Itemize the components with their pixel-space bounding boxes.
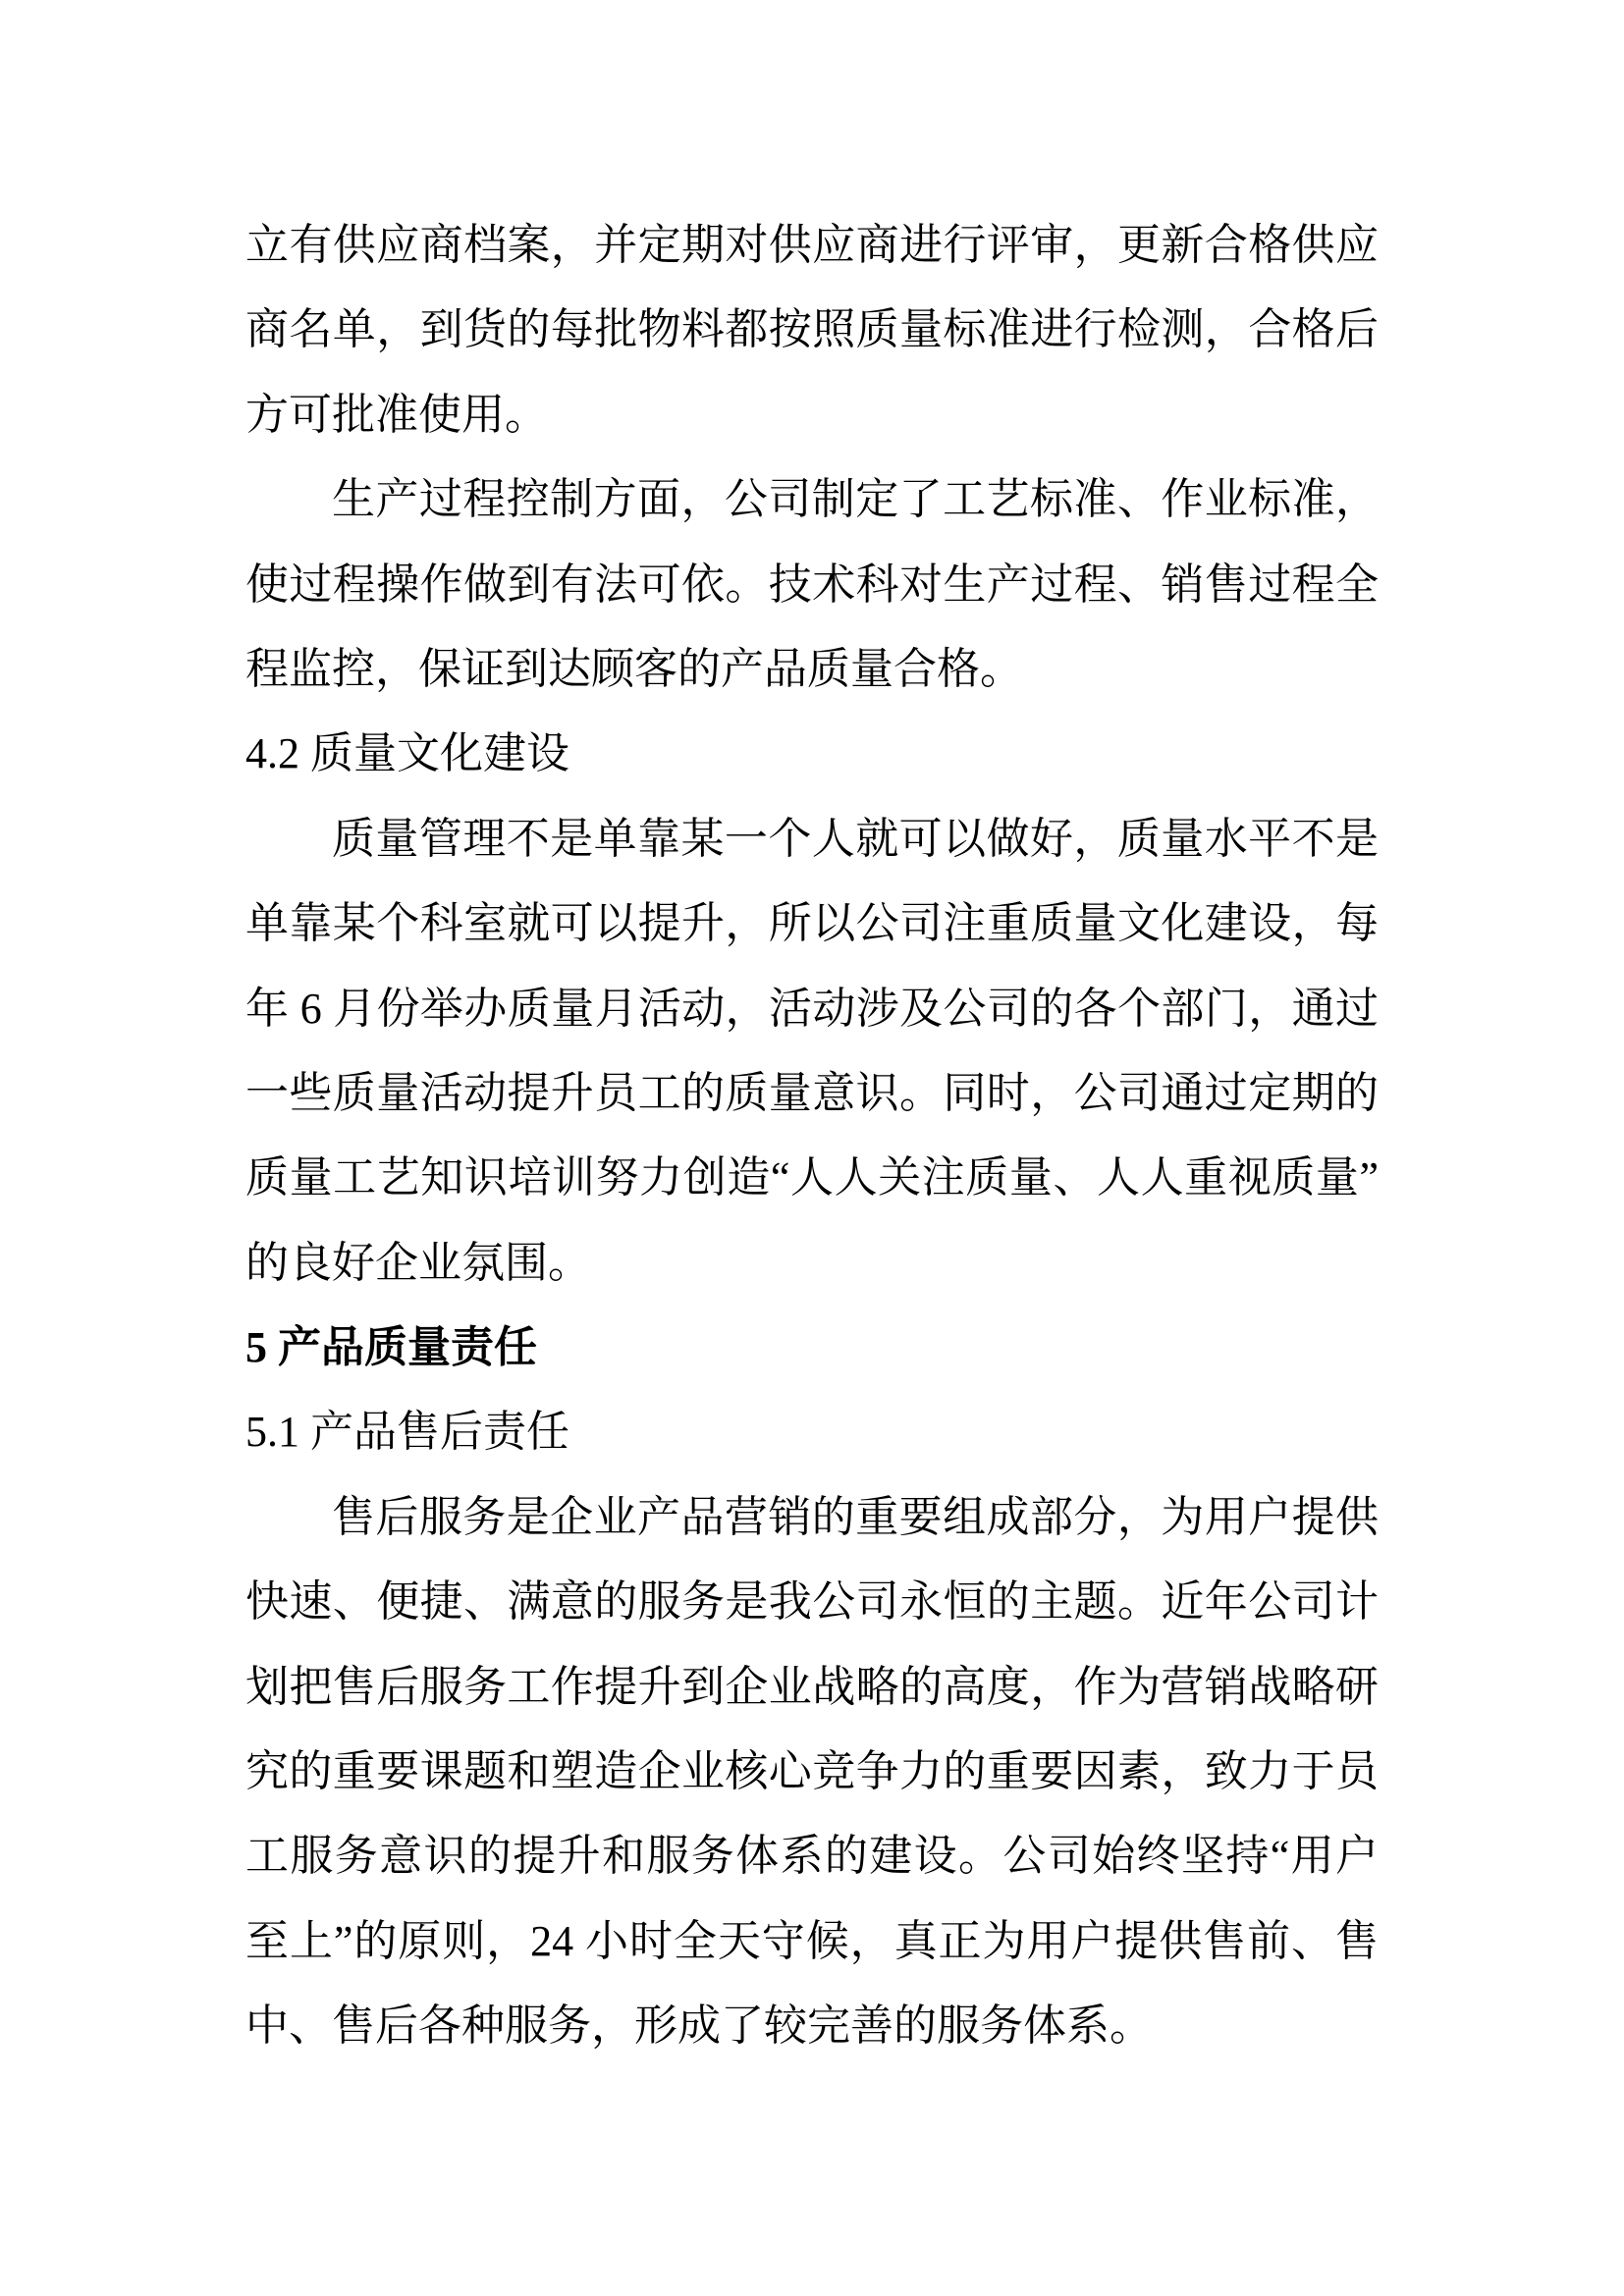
text-line: 商名单，到货的每批物料都按照质量标准进行检测，合格后 bbox=[245, 305, 1379, 354]
text-line: 质量管理不是单靠某一个人就可以做好，质量水平不是 bbox=[332, 814, 1379, 863]
document-text-block bbox=[245, 203, 1379, 2069]
chapter-heading-5: 5 产品质量责任 bbox=[245, 1323, 537, 1372]
text-line: 中、售后各种服务，形成了较完善的服务体系。 bbox=[245, 2002, 1153, 2051]
text-line: 质量工艺知识培训努力创造“人人关注质量、人人重视质量” bbox=[245, 1153, 1379, 1202]
section-heading-4-2: 4.2 质量文化建设 bbox=[245, 729, 569, 778]
section-heading-5-1: 5.1 产品售后责任 bbox=[245, 1408, 569, 1457]
text-line: 立有供应商档案，并定期对供应商进行评审，更新合格供应 bbox=[245, 221, 1379, 269]
text-line: 售后服务是企业产品营销的重要组成部分，为用户提供 bbox=[332, 1492, 1379, 1541]
text-line: 使过程操作做到有法可依。技术科对生产过程、销售过程全 bbox=[245, 560, 1379, 609]
text-line: 工服务意识的提升和服务体系的建设。公司始终坚持“用户 bbox=[245, 1832, 1379, 1881]
text-line: 年 6 月份举办质量月活动，活动涉及公司的各个部门，通过 bbox=[245, 984, 1379, 1033]
text-line: 究的重要课题和塑造企业核心竞争力的重要因素，致力于员 bbox=[245, 1747, 1379, 1796]
text-line: 单靠某个科室就可以提升，所以公司注重质量文化建设，每 bbox=[245, 899, 1379, 948]
text-line: 的良好企业氛围。 bbox=[245, 1238, 591, 1287]
text-line: 快速、便捷、满意的服务是我公司永恒的主题。近年公司计 bbox=[245, 1577, 1379, 1627]
text-line: 程监控，保证到达顾客的产品质量合格。 bbox=[245, 644, 1023, 693]
text-line: 至上”的原则，24 小时全天守候，真正为用户提供售前、售 bbox=[245, 1916, 1379, 1965]
text-line: 划把售后服务工作提升到企业战略的高度，作为营销战略研 bbox=[245, 1662, 1379, 1711]
text-line: 方可批准使用。 bbox=[245, 390, 548, 439]
text-line: 一些质量活动提升员工的质量意识。同时，公司通过定期的 bbox=[245, 1068, 1379, 1117]
text-line: 生产过程控制方面，公司制定了工艺标准、作业标准， bbox=[332, 475, 1379, 524]
